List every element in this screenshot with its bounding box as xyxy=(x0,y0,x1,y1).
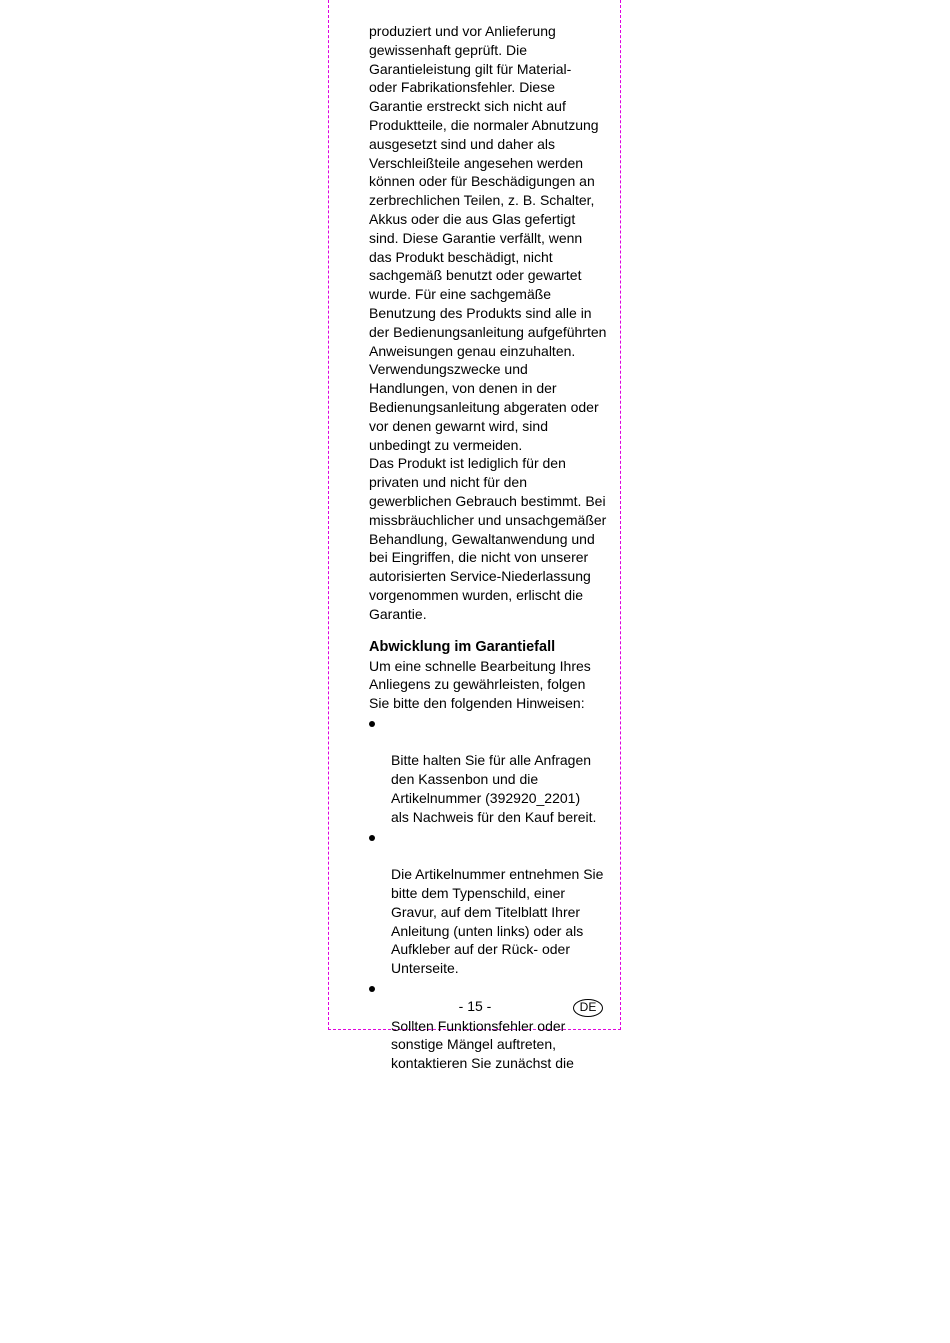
language-badge: DE xyxy=(573,999,603,1017)
section-heading: Abwicklung im Garantiefall xyxy=(369,638,556,655)
list-item-text: Die Artikelnummer entnehmen Sie bitte dem Typenschild, einer Gravur, auf dem Titelblatt Ihrer Anleitung (unten links) oder als Aufkleber auf der Rück- oder Unterseite. xyxy=(391,866,604,977)
list-item-text: Bitte halten Sie für alle Anfragen den Kassenbon und die Artikelnummer (392920_2201) als Nachweis für den Kauf bereit. xyxy=(391,752,597,825)
page-content xyxy=(369,22,609,1073)
section-intro: Um eine schnelle Bearbeitung Ihres Anliegens zu gewährleisten, folgen Sie bitte den folgenden Hinweisen: xyxy=(369,657,591,712)
bullet-icon xyxy=(369,986,375,992)
body-paragraph-2: Das Produkt ist lediglich für den privaten und nicht für den gewerblichen Gebrauch bestimmt. Bei missbräuchlicher und unsachgemäßer Behandlung, Gewaltanwendung und bei Eingriffen, die nicht von unserer autorisierten Service-Niederlassung vorgenommen wurden, erlischt die Garantie. xyxy=(369,455,607,622)
instruction-list xyxy=(369,714,609,1073)
body-paragraph-1: produziert und vor Anlieferung gewissenhaft geprüft. Die Garantieleistung gilt für Material- oder Fabrikationsfehler. Diese Garantie erstreckt sich nicht auf Produktteile, die normaler Abnutzung ausgesetzt sind und daher als Verschleißteile angesehen werden können oder für Beschädigungen an zerbrechlichen Teilen, z. B. Schalter, Akkus oder die aus Glas gefertigt sind. Diese Garantie verfällt, wenn das Produkt beschädigt, nicht sachgemäß benutzt oder gewartet wurde. Für eine sachgemäße Benutzung des Produkts sind alle in der Bedienungsanleitung aufgeführten Anweisungen genau einzuhalten. Verwendungszwecke und Handlungen, von denen in der Bedienungsanleitung abgeraten oder vor denen gewarnt wird, sind unbedingt zu vermeiden. xyxy=(369,23,607,453)
page-number: - 15 - xyxy=(458,998,492,1014)
list-item xyxy=(369,714,609,827)
bullet-icon xyxy=(369,835,375,841)
list-item xyxy=(369,979,609,1073)
list-item-text: Sollten Funktionsfehler oder sonstige Mängel auftreten, kontaktieren Sie zunächst die xyxy=(391,1017,574,1072)
bullet-icon xyxy=(369,721,375,727)
list-item xyxy=(369,828,609,978)
